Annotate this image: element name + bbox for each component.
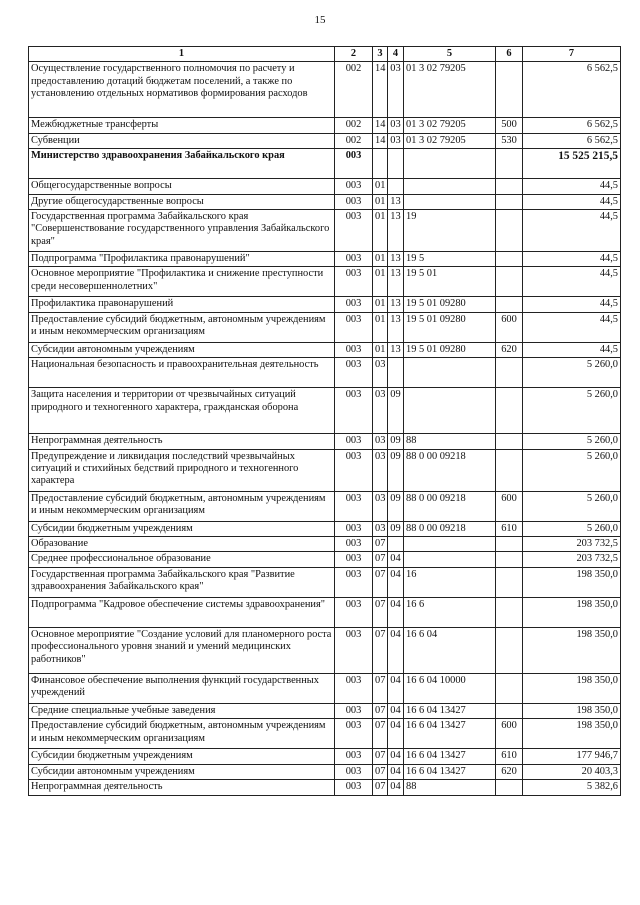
cell-section: 07 — [373, 703, 388, 718]
table-row — [29, 179, 621, 194]
cell-grbs: 003 — [335, 358, 373, 388]
cell-section: 03 — [373, 449, 388, 491]
cell-grbs: 003 — [335, 552, 373, 567]
cell-name: Профилактика правонарушений — [29, 297, 335, 312]
cell-expense-type: 600 — [496, 719, 523, 749]
cell-grbs: 003 — [335, 252, 373, 267]
table-row — [29, 749, 621, 764]
table-row — [29, 764, 621, 779]
cell-expense-type: 530 — [496, 133, 523, 148]
cell-subsection: 04 — [388, 597, 404, 627]
cell-subsection: 04 — [388, 749, 404, 764]
cell-subsection: 04 — [388, 780, 404, 795]
cell-target-article: 16 — [404, 567, 496, 597]
cell-name: Субсидии бюджетным учреждениям — [29, 749, 335, 764]
cell-expense-type — [496, 388, 523, 434]
cell-subsection: 13 — [388, 252, 404, 267]
cell-subsection: 04 — [388, 764, 404, 779]
cell-amount: 44,5 — [523, 342, 621, 357]
cell-grbs: 002 — [335, 62, 373, 118]
cell-grbs: 003 — [335, 267, 373, 297]
table-header-row — [29, 47, 621, 62]
cell-subsection: 04 — [388, 673, 404, 703]
cell-expense-type — [496, 179, 523, 194]
cell-target-article: 16 6 04 13427 — [404, 719, 496, 749]
table-row — [29, 552, 621, 567]
cell-grbs: 002 — [335, 118, 373, 133]
cell-expense-type — [496, 149, 523, 179]
cell-subsection: 13 — [388, 312, 404, 342]
cell-subsection — [388, 358, 404, 388]
cell-amount: 44,5 — [523, 252, 621, 267]
cell-amount: 44,5 — [523, 297, 621, 312]
cell-amount: 6 562,5 — [523, 62, 621, 118]
cell-grbs: 003 — [335, 749, 373, 764]
header-grbs: 2 — [335, 47, 373, 62]
table-row — [29, 312, 621, 342]
cell-amount: 198 350,0 — [523, 673, 621, 703]
cell-grbs: 003 — [335, 491, 373, 521]
cell-name: Министерство здравоохранения Забайкальского края — [29, 149, 335, 179]
cell-section: 03 — [373, 388, 388, 434]
cell-target-article — [404, 388, 496, 434]
cell-section: 14 — [373, 133, 388, 148]
cell-amount: 177 946,7 — [523, 749, 621, 764]
cell-name: Среднее профессиональное образование — [29, 552, 335, 567]
cell-expense-type — [496, 358, 523, 388]
cell-section: 03 — [373, 434, 388, 449]
header-name: 1 — [29, 47, 335, 62]
cell-name: Средние специальные учебные заведения — [29, 703, 335, 718]
table-row — [29, 491, 621, 521]
cell-grbs: 003 — [335, 521, 373, 536]
table-row — [29, 567, 621, 597]
cell-target-article — [404, 552, 496, 567]
cell-amount: 5 260,0 — [523, 491, 621, 521]
cell-subsection: 13 — [388, 267, 404, 297]
cell-grbs: 003 — [335, 342, 373, 357]
cell-expense-type — [496, 449, 523, 491]
cell-target-article: 16 6 — [404, 597, 496, 627]
cell-name: Финансовое обеспечение выполнения функций государственных учреждений — [29, 673, 335, 703]
header-target-article: 5 — [404, 47, 496, 62]
cell-subsection: 03 — [388, 133, 404, 148]
cell-expense-type: 500 — [496, 118, 523, 133]
cell-grbs: 003 — [335, 537, 373, 552]
cell-grbs: 002 — [335, 133, 373, 148]
table-row — [29, 358, 621, 388]
table-row — [29, 434, 621, 449]
cell-grbs: 003 — [335, 449, 373, 491]
cell-subsection: 13 — [388, 210, 404, 252]
cell-subsection: 09 — [388, 449, 404, 491]
cell-amount: 203 732,5 — [523, 537, 621, 552]
cell-target-article: 19 5 01 — [404, 267, 496, 297]
cell-subsection: 03 — [388, 62, 404, 118]
cell-subsection: 09 — [388, 388, 404, 434]
table-row — [29, 627, 621, 673]
cell-section: 14 — [373, 62, 388, 118]
cell-section: 07 — [373, 552, 388, 567]
header-amount: 7 — [523, 47, 621, 62]
cell-name: Общегосударственные вопросы — [29, 179, 335, 194]
cell-amount: 44,5 — [523, 312, 621, 342]
cell-target-article — [404, 194, 496, 209]
cell-section: 01 — [373, 312, 388, 342]
cell-name: Национальная безопасность и правоохранительная деятельность — [29, 358, 335, 388]
cell-amount: 198 350,0 — [523, 703, 621, 718]
budget-table — [28, 46, 621, 796]
cell-subsection: 09 — [388, 491, 404, 521]
cell-expense-type — [496, 62, 523, 118]
cell-target-article: 01 3 02 79205 — [404, 118, 496, 133]
cell-amount: 5 260,0 — [523, 388, 621, 434]
cell-section: 03 — [373, 521, 388, 536]
cell-section: 03 — [373, 491, 388, 521]
cell-name: Межбюджетные трансферты — [29, 118, 335, 133]
cell-expense-type — [496, 703, 523, 718]
cell-subsection: 04 — [388, 719, 404, 749]
cell-section: 01 — [373, 252, 388, 267]
cell-grbs: 003 — [335, 179, 373, 194]
cell-section: 14 — [373, 118, 388, 133]
cell-grbs: 003 — [335, 434, 373, 449]
cell-expense-type — [496, 597, 523, 627]
table-row — [29, 780, 621, 795]
header-section: 3 — [373, 47, 388, 62]
cell-target-article: 88 0 00 09218 — [404, 449, 496, 491]
header-subsection: 4 — [388, 47, 404, 62]
cell-grbs: 003 — [335, 703, 373, 718]
cell-expense-type: 610 — [496, 749, 523, 764]
cell-amount: 198 350,0 — [523, 567, 621, 597]
cell-target-article: 19 5 01 09280 — [404, 342, 496, 357]
cell-subsection: 09 — [388, 521, 404, 536]
cell-section: 03 — [373, 358, 388, 388]
cell-target-article: 16 6 04 13427 — [404, 749, 496, 764]
cell-subsection: 13 — [388, 297, 404, 312]
cell-name: Основное мероприятие "Профилактика и снижение преступности среди несовершеннолетних" — [29, 267, 335, 297]
cell-subsection: 04 — [388, 567, 404, 597]
cell-expense-type — [496, 780, 523, 795]
cell-section: 07 — [373, 764, 388, 779]
cell-section: 01 — [373, 297, 388, 312]
cell-target-article: 88 — [404, 434, 496, 449]
table-row — [29, 342, 621, 357]
cell-expense-type — [496, 537, 523, 552]
table-row — [29, 388, 621, 434]
cell-amount: 203 732,5 — [523, 552, 621, 567]
cell-section: 07 — [373, 780, 388, 795]
table-row — [29, 149, 621, 179]
cell-name: Другие общегосударственные вопросы — [29, 194, 335, 209]
cell-amount: 198 350,0 — [523, 719, 621, 749]
cell-grbs: 003 — [335, 780, 373, 795]
cell-amount: 6 562,5 — [523, 133, 621, 148]
cell-name: Защита населения и территории от чрезвычайных ситуаций природного и техногенного характера, гражданская оборона — [29, 388, 335, 434]
table-row — [29, 449, 621, 491]
cell-target-article: 19 5 01 09280 — [404, 312, 496, 342]
cell-section: 07 — [373, 673, 388, 703]
cell-name: Предоставление субсидий бюджетным, автономным учреждениям и иным некоммерческим организациям — [29, 719, 335, 749]
cell-name: Государственная программа Забайкальского края "Совершенствование государственного управления Забайкальского края" — [29, 210, 335, 252]
cell-expense-type — [496, 627, 523, 673]
cell-target-article: 88 0 00 09218 — [404, 521, 496, 536]
cell-amount: 6 562,5 — [523, 118, 621, 133]
table-row — [29, 118, 621, 133]
table-row — [29, 133, 621, 148]
cell-subsection — [388, 179, 404, 194]
cell-target-article: 01 3 02 79205 — [404, 133, 496, 148]
cell-name: Основное мероприятие "Создание условий для планомерного роста профессионального уровня знаний и умений медицинских работников" — [29, 627, 335, 673]
cell-section: 07 — [373, 749, 388, 764]
cell-subsection: 13 — [388, 194, 404, 209]
cell-target-article: 19 5 — [404, 252, 496, 267]
cell-expense-type — [496, 567, 523, 597]
cell-target-article: 01 3 02 79205 — [404, 62, 496, 118]
cell-section: 01 — [373, 210, 388, 252]
cell-target-article — [404, 537, 496, 552]
cell-expense-type — [496, 252, 523, 267]
cell-subsection: 09 — [388, 434, 404, 449]
cell-name: Субвенции — [29, 133, 335, 148]
cell-expense-type: 610 — [496, 521, 523, 536]
cell-section: 01 — [373, 179, 388, 194]
cell-target-article: 19 5 01 09280 — [404, 297, 496, 312]
cell-amount: 44,5 — [523, 267, 621, 297]
cell-target-article — [404, 179, 496, 194]
cell-target-article: 16 6 04 13427 — [404, 703, 496, 718]
table-row — [29, 267, 621, 297]
cell-target-article — [404, 358, 496, 388]
cell-expense-type: 620 — [496, 764, 523, 779]
cell-name: Предоставление субсидий бюджетным, автономным учреждениям и иным некоммерческим организациям — [29, 491, 335, 521]
cell-target-article: 16 6 04 13427 — [404, 764, 496, 779]
cell-expense-type — [496, 267, 523, 297]
cell-name: Субсидии автономным учреждениям — [29, 342, 335, 357]
cell-name: Непрограммная деятельность — [29, 780, 335, 795]
cell-section: 07 — [373, 627, 388, 673]
cell-grbs: 003 — [335, 597, 373, 627]
cell-amount: 5 260,0 — [523, 358, 621, 388]
cell-subsection: 04 — [388, 703, 404, 718]
cell-grbs: 003 — [335, 194, 373, 209]
table-row — [29, 62, 621, 118]
cell-amount: 20 403,3 — [523, 764, 621, 779]
cell-name: Государственная программа Забайкальского края "Развитие здравоохранения Забайкальского края" — [29, 567, 335, 597]
cell-grbs: 003 — [335, 312, 373, 342]
cell-section — [373, 149, 388, 179]
cell-name: Субсидии автономным учреждениям — [29, 764, 335, 779]
table-row — [29, 194, 621, 209]
table-row — [29, 719, 621, 749]
cell-amount: 5 260,0 — [523, 434, 621, 449]
cell-expense-type — [496, 194, 523, 209]
cell-name: Подпрограмма "Кадровое обеспечение системы здравоохранения" — [29, 597, 335, 627]
cell-grbs: 003 — [335, 388, 373, 434]
cell-section: 01 — [373, 267, 388, 297]
cell-expense-type — [496, 434, 523, 449]
cell-expense-type — [496, 210, 523, 252]
cell-name: Предупреждение и ликвидация последствий чрезвычайных ситуаций и стихийных бедствий природного и техногенного характера — [29, 449, 335, 491]
cell-grbs: 003 — [335, 210, 373, 252]
cell-amount: 5 260,0 — [523, 449, 621, 491]
table-row — [29, 537, 621, 552]
cell-section: 01 — [373, 342, 388, 357]
table-row — [29, 210, 621, 252]
cell-subsection: 03 — [388, 118, 404, 133]
cell-name: Непрограммная деятельность — [29, 434, 335, 449]
cell-grbs: 003 — [335, 673, 373, 703]
cell-target-article — [404, 149, 496, 179]
cell-amount: 15 525 215,5 — [523, 149, 621, 179]
cell-expense-type: 620 — [496, 342, 523, 357]
cell-subsection — [388, 149, 404, 179]
cell-expense-type — [496, 673, 523, 703]
table-row — [29, 673, 621, 703]
cell-amount: 5 382,6 — [523, 780, 621, 795]
table-row — [29, 703, 621, 718]
cell-subsection — [388, 537, 404, 552]
cell-amount: 198 350,0 — [523, 627, 621, 673]
cell-amount: 44,5 — [523, 179, 621, 194]
cell-section: 01 — [373, 194, 388, 209]
cell-name: Осуществление государственного полномочия по расчету и предоставлению дотаций бюджетам поселений, а также по установлению отдельных нормативов формирования расходов — [29, 62, 335, 118]
cell-amount: 44,5 — [523, 210, 621, 252]
table-body — [29, 62, 621, 795]
page-number: 15 — [314, 14, 326, 26]
cell-target-article: 16 6 04 10000 — [404, 673, 496, 703]
cell-subsection: 04 — [388, 627, 404, 673]
cell-amount: 198 350,0 — [523, 597, 621, 627]
cell-name: Субсидии бюджетным учреждениям — [29, 521, 335, 536]
table-row — [29, 252, 621, 267]
cell-target-article: 19 — [404, 210, 496, 252]
cell-expense-type: 600 — [496, 312, 523, 342]
cell-expense-type: 600 — [496, 491, 523, 521]
cell-section: 07 — [373, 597, 388, 627]
cell-section: 07 — [373, 567, 388, 597]
cell-grbs: 003 — [335, 297, 373, 312]
table-row — [29, 521, 621, 536]
cell-grbs: 003 — [335, 764, 373, 779]
cell-target-article: 88 0 00 09218 — [404, 491, 496, 521]
header-expense-type: 6 — [496, 47, 523, 62]
cell-grbs: 003 — [335, 149, 373, 179]
cell-section: 07 — [373, 719, 388, 749]
cell-grbs: 003 — [335, 567, 373, 597]
cell-subsection: 04 — [388, 552, 404, 567]
cell-name: Предоставление субсидий бюджетным, автономным учреждениям и иным некоммерческим организациям — [29, 312, 335, 342]
cell-name: Образование — [29, 537, 335, 552]
cell-amount: 5 260,0 — [523, 521, 621, 536]
cell-target-article: 88 — [404, 780, 496, 795]
cell-section: 07 — [373, 537, 388, 552]
cell-name: Подпрограмма "Профилактика правонарушений" — [29, 252, 335, 267]
cell-expense-type — [496, 552, 523, 567]
table-row — [29, 597, 621, 627]
cell-grbs: 003 — [335, 627, 373, 673]
cell-expense-type — [496, 297, 523, 312]
cell-subsection: 13 — [388, 342, 404, 357]
cell-target-article: 16 6 04 — [404, 627, 496, 673]
cell-grbs: 003 — [335, 719, 373, 749]
table-row — [29, 297, 621, 312]
cell-amount: 44,5 — [523, 194, 621, 209]
